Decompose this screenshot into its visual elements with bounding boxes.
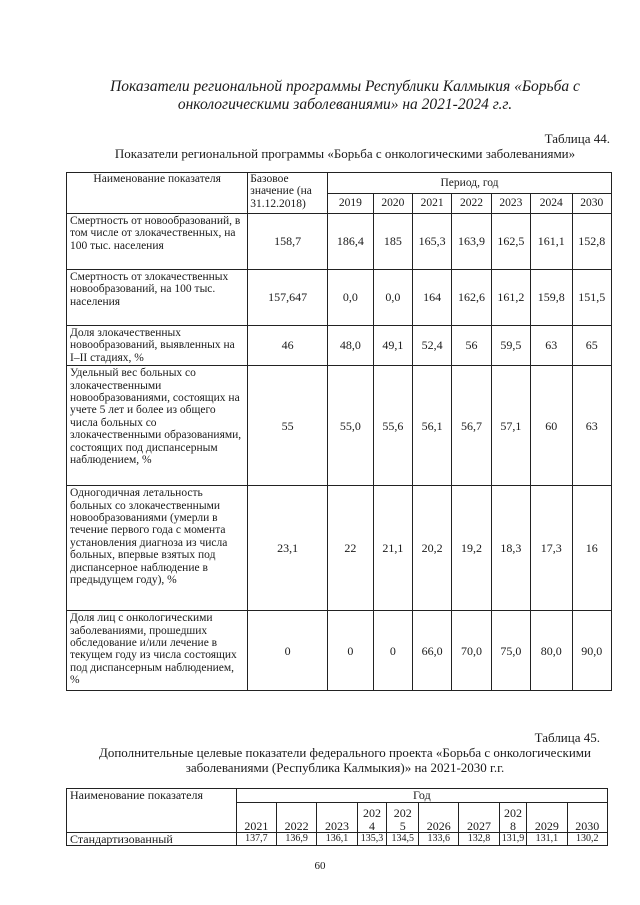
indicator-name: Доля злокачественных новообразований, выявленных на I–II стадиях, %: [67, 326, 248, 366]
header-year-5: 2026: [419, 803, 459, 833]
year-value: 17,3: [531, 486, 572, 611]
year-value: 57,1: [491, 366, 530, 486]
year-value: 55,6: [373, 366, 412, 486]
year-value: 136,9: [277, 833, 317, 846]
year-value: 65: [572, 326, 611, 366]
year-value: 56,1: [413, 366, 452, 486]
year-value: 75,0: [491, 611, 530, 691]
indicator-name: Стандартизованный: [67, 833, 237, 846]
header-year-5: 2024: [531, 194, 572, 214]
year-value: 162,6: [452, 270, 491, 326]
table-row: [67, 366, 612, 486]
header-period: Период, год: [328, 173, 612, 194]
indicator-name: Смертность от злокачественных новообразований, на 100 тыс. населения: [67, 270, 248, 326]
table-44: [66, 172, 612, 691]
table-row: [67, 270, 612, 326]
year-value: 52,4: [413, 326, 452, 366]
year-value: 137,7: [236, 833, 276, 846]
table-45: [66, 788, 608, 846]
year-value: 152,8: [572, 214, 611, 270]
header-year-0: 2019: [328, 194, 374, 214]
indicator-name: Смертность от новообразований, в том числе от злокачественных, на 100 тыс. населения: [67, 214, 248, 270]
year-value: 56: [452, 326, 491, 366]
base-value: 23,1: [248, 486, 328, 611]
header-base-value: Базовое значение (на 31.12.2018): [248, 173, 328, 214]
year-value: 161,2: [491, 270, 530, 326]
year-value: 161,1: [531, 214, 572, 270]
year-value: 66,0: [413, 611, 452, 691]
indicator-name: Удельный вес больных со злокачественными новообразованиями, состоящих на учете 5 лет и более из общего числа больных со злокачественными образованиями, состоящих под диспансерным наблюдением, %: [67, 366, 248, 486]
header-year-4: 202 5: [387, 803, 419, 833]
header-year-1: 2022: [277, 803, 317, 833]
table-row: [67, 611, 612, 691]
year-value: 49,1: [373, 326, 412, 366]
year-value: 164: [413, 270, 452, 326]
year-value: 0,0: [373, 270, 412, 326]
year-value: 0: [328, 611, 374, 691]
table-row: [67, 326, 612, 366]
year-value: 48,0: [328, 326, 374, 366]
year-value: 186,4: [328, 214, 374, 270]
table-44-caption: Таблица 44.: [544, 131, 610, 146]
header-year: Год: [236, 789, 607, 803]
header-year-7: 202 8: [499, 803, 527, 833]
year-value: 63: [572, 366, 611, 486]
year-value: 159,8: [531, 270, 572, 326]
year-value: 21,1: [373, 486, 412, 611]
year-value: 63: [531, 326, 572, 366]
year-value: 80,0: [531, 611, 572, 691]
header-year-3: 2022: [452, 194, 491, 214]
year-value: 135,3: [357, 833, 387, 846]
page-number: 60: [314, 860, 326, 872]
year-value: 131,1: [527, 833, 567, 846]
year-value: 133,6: [419, 833, 459, 846]
header-year-0: 2021: [236, 803, 276, 833]
base-value: 157,647: [248, 270, 328, 326]
header-indicator-name-2: Наименование показателя: [67, 789, 237, 833]
year-value: 56,7: [452, 366, 491, 486]
header-year-2: 2023: [317, 803, 357, 833]
header-year-1: 2020: [373, 194, 412, 214]
year-value: 185: [373, 214, 412, 270]
header-year-6: 2030: [572, 194, 611, 214]
year-value: 59,5: [491, 326, 530, 366]
year-value: 22: [328, 486, 374, 611]
year-value: 18,3: [491, 486, 530, 611]
year-value: 132,8: [459, 833, 499, 846]
table-45-title: Дополнительные целевые показатели федерального проекта «Борьба с онкологическими заболеваниями (Республика Калмыкия)» на 2021-2030 г.г.: [98, 745, 591, 775]
year-value: 134,5: [387, 833, 419, 846]
year-value: 16: [572, 486, 611, 611]
header-year-3: 202 4: [357, 803, 387, 833]
indicator-name: Доля лиц с онкологическими заболеваниями, прошедших обследование и/или лечение в текущем году из числа состоящих под диспансерным наблюдением, %: [67, 611, 248, 691]
year-value: 165,3: [413, 214, 452, 270]
header-year-8: 2029: [527, 803, 567, 833]
year-value: 131,9: [499, 833, 527, 846]
table-row: [67, 486, 612, 611]
header-indicator-name: Наименование показателя: [67, 173, 248, 214]
table-row: [67, 214, 612, 270]
section-heading: Показатели региональной программы Республики Калмыкия «Борьба с онкологическими заболеваниями» на 2021-2024 г.г.: [110, 78, 580, 113]
year-value: 19,2: [452, 486, 491, 611]
header-year-2: 2021: [413, 194, 452, 214]
year-value: 136,1: [317, 833, 357, 846]
table-44-title: Показатели региональной программы «Борьба с онкологическими заболеваниями»: [114, 146, 576, 161]
year-value: 163,9: [452, 214, 491, 270]
header-year-6: 2027: [459, 803, 499, 833]
year-value: 20,2: [413, 486, 452, 611]
base-value: 0: [248, 611, 328, 691]
base-value: 46: [248, 326, 328, 366]
year-value: 130,2: [567, 833, 607, 846]
header-year-4: 2023: [491, 194, 530, 214]
year-value: 90,0: [572, 611, 611, 691]
year-value: 151,5: [572, 270, 611, 326]
table-45-caption: Таблица 45.: [534, 730, 600, 745]
year-value: 60: [531, 366, 572, 486]
base-value: 55: [248, 366, 328, 486]
year-value: 55,0: [328, 366, 374, 486]
year-value: 0: [373, 611, 412, 691]
base-value: 158,7: [248, 214, 328, 270]
year-value: 162,5: [491, 214, 530, 270]
year-value: 0,0: [328, 270, 374, 326]
header-year-9: 2030: [567, 803, 607, 833]
year-value: 70,0: [452, 611, 491, 691]
indicator-name: Одногодичная летальность больных со злокачественными новообразованиями (умерли в течение первого года с момента установления диагноза из числа больных, впервые взятых под диспансерное наблюдение в предыдущем году), %: [67, 486, 248, 611]
